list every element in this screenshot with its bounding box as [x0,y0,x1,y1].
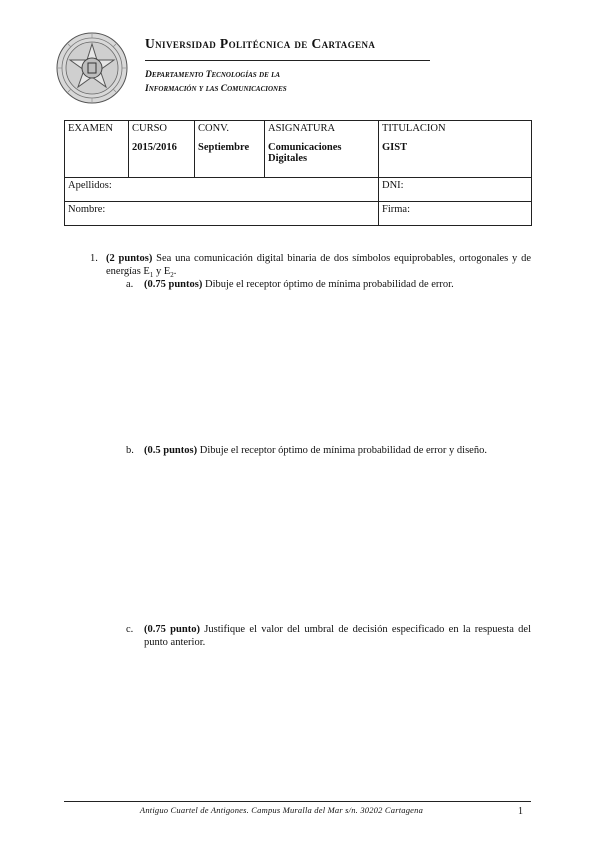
part-b-text: Dibuje el receptor óptimo de mínima probabilidad de error y diseño. [199,445,487,456]
seal-emblem-icon [56,32,128,104]
degree-label: TITULACION [382,123,446,134]
exam-cell [65,121,129,178]
signature-field[interactable] [379,202,532,226]
exam-label: EXAMEN [68,123,113,134]
convocatoria-cell [195,121,265,178]
dni-field[interactable] [379,178,532,202]
question-1a [126,278,531,291]
energy-subscript-1: 1 [149,271,154,280]
question-1-number: 1. [90,253,98,264]
dni-label: DNI: [382,180,404,191]
question-1-text-end: . [173,266,177,277]
convocatoria-label: CONV. [198,123,230,134]
header-divider [145,60,430,61]
part-c-points: (0.75 punto) [144,624,200,635]
question-1-points: (2 puntos) [106,253,153,264]
energy-subscript-2: 2 [170,271,174,280]
part-a-text: Dibuje el receptor óptimo de mínima probabilidad de error. [204,279,454,290]
name-label: Nombre: [68,204,106,215]
subject-value: Comunicaciones Digitales [268,142,342,164]
department-line-1: Departamento Tecnologías de la [145,70,281,80]
signature-label: Firma: [382,204,410,215]
part-b-points: (0.5 puntos) [144,445,198,456]
university-name: Universidad Politécnica de Cartagena [145,36,376,51]
department-line-2: Información y las Comunicaciones [145,84,287,94]
course-value: 2015/2016 [132,142,177,153]
footer-divider [64,801,531,802]
course-label: CURSO [132,123,168,134]
page-number: 1 [518,806,523,817]
surname-row [65,178,532,202]
part-c-text: Justifique el valor del umbral de decisión especificado en la respuesta del punto anterior. [144,624,531,648]
part-b-label: b. [126,445,134,456]
question-1c [126,623,531,649]
degree-cell [379,121,532,178]
subject-cell [265,121,379,178]
question-1-text-mid: y E [153,266,171,277]
part-a-points: (0.75 puntos) [144,279,203,290]
name-row [65,202,532,226]
question-1-text-before: Sea una comunicación digital binaria de dos símbolos equiprobables, ortogonales y de energías E [106,253,531,277]
university-seal-logo [56,32,128,104]
degree-value: GIST [382,142,408,153]
part-c-label: c. [126,624,134,635]
subject-label: ASIGNATURA [268,123,336,134]
convocatoria-value: Septiembre [198,142,250,153]
department-name [145,68,287,96]
surname-label: Apellidos: [68,180,112,191]
question-1b [126,444,531,457]
footer-address: Antiguo Cuartel de Antigones. Campus Muralla del Mar s/n. 30202 Cartagena [139,805,424,815]
exam-info-table [64,120,532,226]
surname-field[interactable] [65,178,379,202]
part-a-label: a. [126,279,134,290]
name-field[interactable] [65,202,379,226]
exam-header-row [65,121,532,178]
course-cell [129,121,195,178]
